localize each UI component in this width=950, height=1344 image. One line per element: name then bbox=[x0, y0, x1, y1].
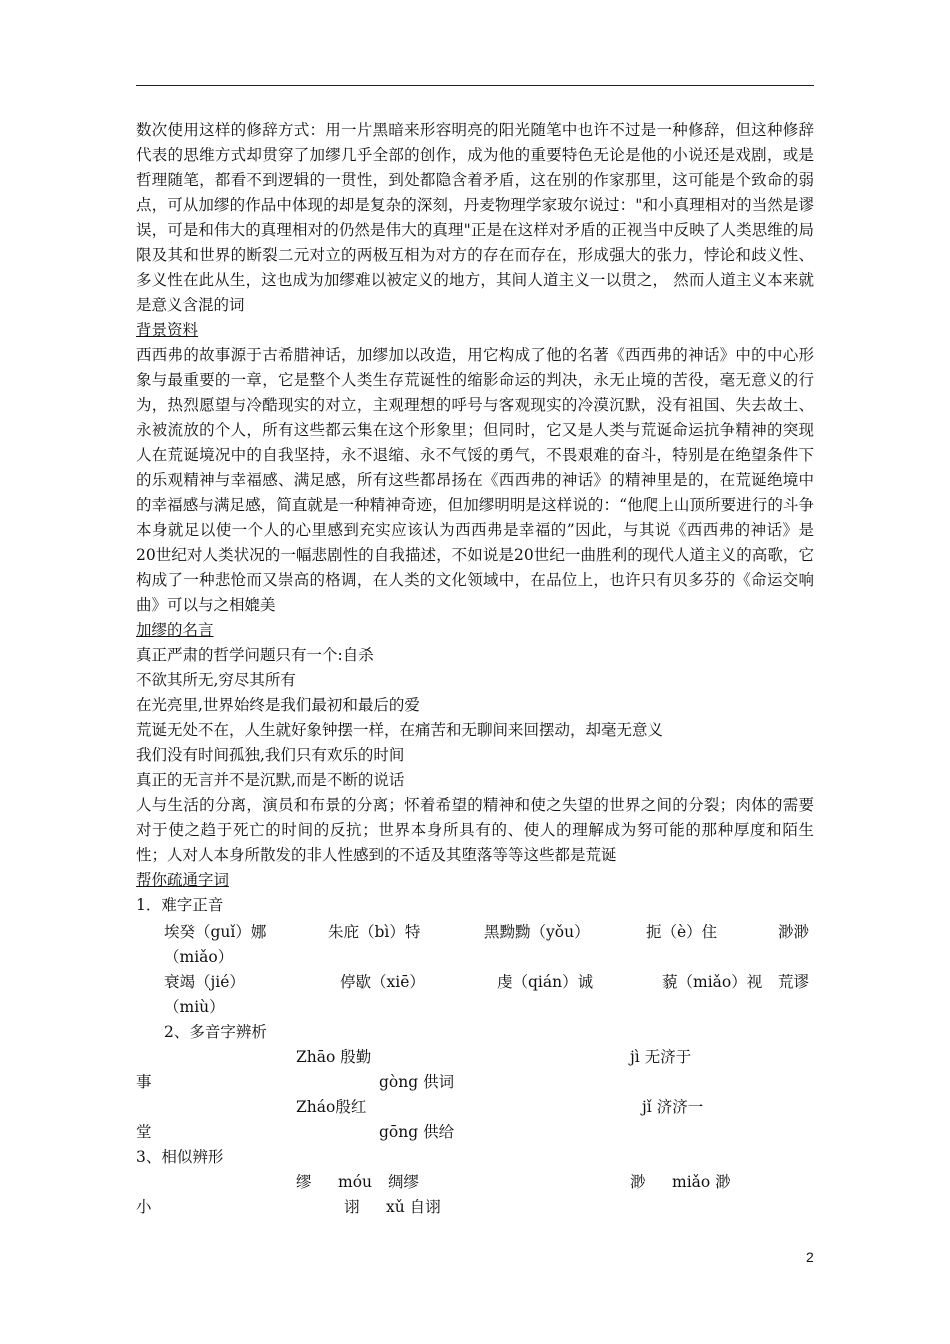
section-title-pronunciation: 1．难字正音 bbox=[136, 896, 224, 914]
paragraph-absurd: 人与生活的分离，演员和布景的分离；怀着希望的精神和使之失望的世界之间的分裂；肉体的需要对于使之趋于死亡的时间的反抗；世界本身所具有的、使人的理解成为努可能的那种厚度和陌生性；人对人本身所散发的非人性感到的不适及其堕落等等这些都是荒诞 bbox=[136, 796, 814, 864]
page-number: 2 bbox=[806, 1249, 814, 1265]
paragraph-intro: 数次使用这样的修辞方式：用一片黑暗来形容明亮的阳光随笔中也许不过是一种修辞，但这种修辞代表的思维方式却贯穿了加缪几乎全部的创作，成为他的重要特色无论是他的小说还是戏剧，或是哲理随笔，都看不到逻辑的一贯性，到处都隐含着矛盾，这在别的作家那里，这可能是个致命的弱点，可从加缪的作品中体现的却是复杂的深刻，丹麦物理学家玻尔说过："和小真理相对的当然是谬误，可是和伟大的真理相对的仍然是伟大的真理"正是在这样对矛盾的正视当中反映了人类思维的局限及其和世界的断裂二元对立的两极互相为对方的存在而存在，形成强大的张力，悖论和歧义性、多义性在此从生，这也成为加缪难以被定义的地方，其间人道主义一以贯之， 然而人道主义本来就是意义含混的词 bbox=[136, 121, 814, 314]
pinyin-item: （miù） bbox=[164, 998, 225, 1016]
polyphone-item: gòng 供词 bbox=[379, 1073, 455, 1091]
similar-form-item: 小 bbox=[136, 1198, 152, 1216]
heading-background: 背景资料 bbox=[136, 321, 199, 339]
paragraph-background: 西西弗的故事源于古希腊神话，加缪加以改造，用它构成了他的名著《西西弗的神话》中的中心形象与最重要的一章，它是整个人类生存荒诞性的缩影命运的判决，永无止境的苦役，毫无意义的行为，热烈愿望与冷酷现实的对立，主观理想的呼号与客观现实的冷漠沉默，没有祖国、失去故土、永被流放的个人，所有这些都云集在这个形象里；但同时，它又是人类与荒诞命运抗争精神的突现人在荒诞境况中的自我坚持，永不退缩、永不气馁的勇气，不畏艰难的奋斗，特别是在绝望条件下的乐观精神与幸福感、满足感，所有这些都昂扬在《西西弗的神话》的精神里是的，在荒诞绝境中的幸福感与满足感，简直就是一种精神奇迹，但加缪明明是这样说的：“他爬上山顶所要进行的斗争本身就足以使一个人的心里感到充实应该认为西西弗是幸福的”因此，与其说《西西弗的神话》是20世纪对人类状况的一幅悲剧性的自我描述，不如说是20世纪一曲胜利的现代人道主义的高歌，它构成了一种悲怆而又崇高的格调，在人类的文化领域中，在品位上，也许只有贝多芬的《命运交响曲》可以与之相媲美 bbox=[136, 346, 814, 614]
pinyin-item: 藐（miǎo）视 bbox=[662, 973, 763, 991]
pinyin-item: 埃癸（guǐ）娜 bbox=[164, 923, 267, 941]
quote-line: 不欲其所无,穷尽其所有 bbox=[136, 671, 296, 689]
polyphone-item: 事 bbox=[136, 1073, 152, 1091]
similar-form-item: 诩 bbox=[344, 1198, 360, 1216]
polyphone-item: Zhāo 殷勤 bbox=[296, 1048, 372, 1066]
quote-line: 真正的无言并不是沉默,而是不断的说话 bbox=[136, 771, 405, 789]
pinyin-item: 荒谬 bbox=[778, 973, 810, 991]
pinyin-item: 黑黝黝（yǒu） bbox=[484, 923, 590, 941]
polyphone-item: Zháo殷红 bbox=[296, 1098, 367, 1116]
quote-line: 真正严肃的哲学问题只有一个:自杀 bbox=[136, 646, 374, 664]
header-rule bbox=[136, 85, 814, 86]
pinyin-item: 扼（è）住 bbox=[646, 923, 718, 941]
polyphone-item: gōng 供给 bbox=[379, 1123, 455, 1141]
section-title-polyphone: 2、多音字辨析 bbox=[164, 1023, 267, 1041]
similar-form-item: 缪 bbox=[296, 1173, 312, 1191]
similar-form-item: xǔ 自诩 bbox=[386, 1198, 441, 1216]
heading-words: 帮你疏通字词 bbox=[136, 871, 230, 889]
pinyin-item: 虔（qián）诚 bbox=[497, 973, 594, 991]
section-title-similar-forms: 3、相似辨形 bbox=[136, 1148, 224, 1166]
quote-line: 我们没有时间孤独,我们只有欢乐的时间 bbox=[136, 746, 405, 764]
quote-line: 在光亮里,世界始终是我们最初和最后的爱 bbox=[136, 696, 420, 714]
similar-form-item: móu bbox=[338, 1173, 373, 1191]
similar-form-item: 绸缪 bbox=[388, 1173, 420, 1191]
polyphone-item: jì 无济于 bbox=[630, 1048, 692, 1066]
polyphone-item: jǐ 济济一 bbox=[642, 1098, 704, 1116]
heading-quotes: 加缪的名言 bbox=[136, 621, 214, 639]
pinyin-item: （miǎo） bbox=[164, 948, 234, 966]
document-body bbox=[136, 118, 814, 918]
similar-form-item: miǎo 渺 bbox=[672, 1173, 731, 1191]
quote-line: 荒诞无处不在，人生就好象钟摆一样，在痛苦和无聊间来回摆动，却毫无意义 bbox=[136, 721, 664, 739]
similar-form-item: 渺 bbox=[630, 1173, 646, 1191]
pinyin-item: 衰竭（jié） bbox=[164, 973, 245, 991]
polyphone-item: 堂 bbox=[136, 1123, 152, 1141]
pinyin-item: 朱庇（bì）特 bbox=[328, 923, 421, 941]
pinyin-item: 渺渺 bbox=[778, 923, 810, 941]
pinyin-item: 停歇（xiē） bbox=[340, 973, 425, 991]
